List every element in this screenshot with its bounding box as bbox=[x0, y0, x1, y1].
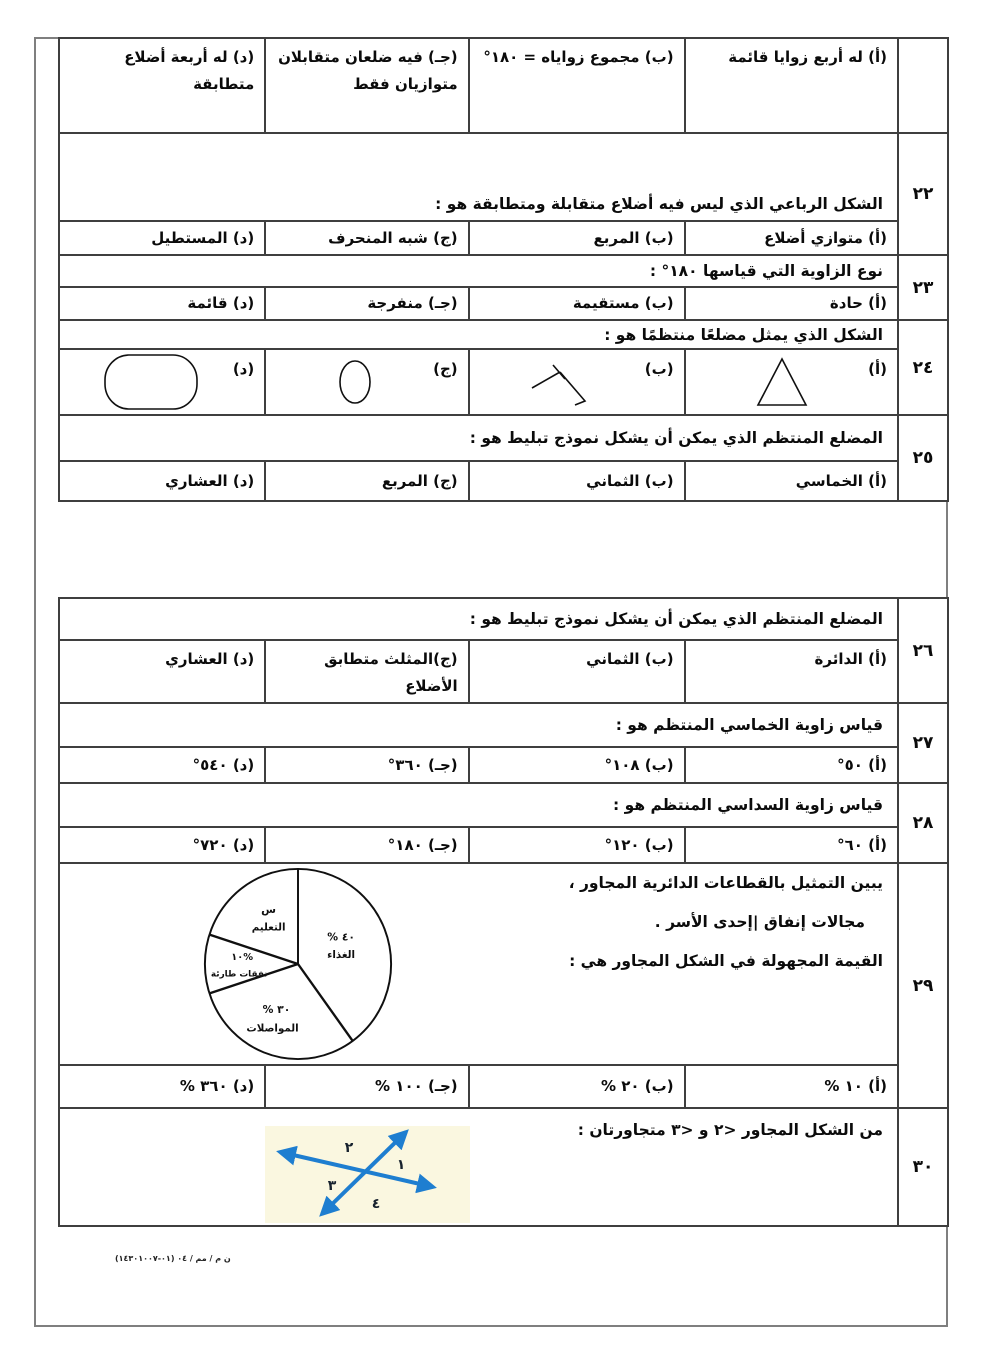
question-25-number bbox=[897, 416, 947, 500]
q21-option-c bbox=[264, 39, 467, 132]
question-24-number-text: ٢٤ bbox=[912, 357, 934, 378]
pie-food-value: ٤٠ % bbox=[327, 930, 355, 944]
question-25-number-text: ٢٥ bbox=[912, 448, 934, 468]
angle-4-label: ٤ bbox=[371, 1196, 381, 1212]
q27-option-c bbox=[264, 748, 467, 782]
q23-option-d bbox=[60, 288, 264, 319]
pie-education-value: س bbox=[261, 903, 277, 917]
question-22-number-text: ٢٢ bbox=[912, 184, 934, 204]
q29-option-d-text: (د) ٣٦٠ % bbox=[179, 1077, 255, 1095]
q24-option-d-label: (د) bbox=[232, 360, 255, 378]
q28-option-b-text: (ب) ١٢٠° bbox=[604, 835, 674, 854]
q25-option-d-text: (د) العشاري bbox=[165, 471, 255, 490]
question-23-block bbox=[60, 254, 947, 319]
q24-option-b-label: (ب) bbox=[644, 360, 674, 378]
q29-option-d bbox=[60, 1066, 264, 1107]
question-27-number-text: ٢٧ bbox=[912, 733, 934, 753]
q22-option-a-text: (أ) متوازي أضلاع bbox=[764, 228, 887, 247]
q29-option-c bbox=[264, 1066, 467, 1107]
question-28-number bbox=[897, 784, 947, 862]
q26-option-a-text: (أ) الدائرة bbox=[814, 650, 887, 668]
question-30-block bbox=[60, 1107, 947, 1225]
mcq-table-bottom bbox=[58, 597, 949, 1227]
q21-option-a bbox=[684, 39, 897, 132]
question-26-text: المضلع المنتظم الذي يمكن أن يشكل نموذج تبليط هو : bbox=[469, 610, 883, 628]
q25-option-d bbox=[60, 462, 264, 500]
q28-option-d-text: (د) ٧٢٠° bbox=[192, 835, 255, 854]
pie-transport-label: المواصلات bbox=[246, 1022, 299, 1035]
q27-option-a-text: (أ) ٥٠° bbox=[837, 755, 887, 774]
pie-transport-value: ٣٠ % bbox=[262, 1003, 291, 1016]
q25-option-b-text: (ب) الثماني bbox=[586, 471, 674, 490]
q21-option-d-text: (د) له أربعة أضلاع متطابقة bbox=[124, 48, 255, 93]
question-29-number-text: ٢٩ bbox=[912, 975, 934, 996]
q29-option-c-text: (جـ) ١٠٠ % bbox=[375, 1077, 458, 1095]
question-22-text: الشكل الرباعي الذي ليس فيه أضلاع متقابلة ومتطابقة هو : bbox=[435, 195, 883, 213]
q27-option-b bbox=[468, 748, 684, 782]
q27-option-b-text: (ب) ١٠٨° bbox=[604, 755, 674, 774]
q26-option-c bbox=[264, 641, 467, 702]
q24-option-d bbox=[60, 350, 264, 414]
q25-option-a-text: (أ) الخماسي bbox=[795, 471, 887, 490]
question-29-number bbox=[897, 864, 947, 1107]
q22-option-b-text: (ب) المربع bbox=[593, 228, 674, 247]
footer-code: ن م / مم / ٠٤ (٠١-١٤٣٠١٠٠٧) bbox=[115, 1254, 231, 1263]
question-24-number bbox=[897, 321, 947, 414]
q29-option-a bbox=[684, 1066, 897, 1107]
question-28-block bbox=[60, 782, 947, 862]
question-24-text: الشكل الذي يمثل مضلعًا منتظمًا هو : bbox=[604, 325, 883, 344]
q22-option-d-text: (د) المستطيل bbox=[151, 228, 255, 247]
q24-option-c bbox=[264, 350, 467, 414]
q21-option-a-text: (أ) له أربع زوايا قائمة bbox=[728, 48, 887, 66]
question-23-number-text: ٢٣ bbox=[912, 277, 934, 298]
q24-option-b-open-lines-shape bbox=[480, 352, 645, 412]
q29-text-line2: مجالات إنفاق |إحدى الأسر . bbox=[654, 913, 865, 931]
q24-option-a bbox=[684, 350, 897, 414]
q23-option-b bbox=[468, 288, 684, 319]
q26-option-d bbox=[60, 641, 264, 702]
q29-option-a-text: (أ) ١٠ % bbox=[824, 1077, 887, 1095]
q23-option-c-text: (جـ) منفرجة bbox=[367, 294, 458, 312]
angle-1-label: ١ bbox=[396, 1157, 406, 1173]
q24-option-a-label: (أ) bbox=[868, 360, 887, 378]
q22-option-b bbox=[468, 222, 684, 254]
q22-option-c bbox=[264, 222, 467, 254]
q28-option-c-text: (جـ) ١٨٠° bbox=[387, 835, 458, 854]
mcq-table-top bbox=[58, 37, 949, 502]
question-26-number bbox=[897, 599, 947, 702]
q26-option-b-text: (ب) الثماني bbox=[586, 650, 674, 668]
question-26-block bbox=[60, 599, 947, 702]
q23-option-a-text: (أ) حادة bbox=[829, 294, 887, 312]
question-23-text: نوع الزاوية التي قياسها ١٨٠° : bbox=[649, 262, 883, 280]
q22-option-d bbox=[60, 222, 264, 254]
q25-option-b bbox=[468, 462, 684, 500]
q26-option-d-text: (د) العشاري bbox=[165, 650, 255, 668]
q26-option-c-text: (ج)المثلث متطابق الأضلاع bbox=[324, 650, 458, 695]
q28-option-a-text: (أ) ٦٠° bbox=[837, 835, 887, 854]
question-28-text: قياس زاوية السداسي المنتظم هو : bbox=[613, 796, 883, 814]
q24-option-b bbox=[468, 350, 684, 414]
q23-option-b-text: (ب) مستقيمة bbox=[572, 294, 674, 312]
pie-food-label: الغذاء bbox=[327, 949, 356, 962]
question-29-content bbox=[60, 864, 897, 1064]
q21-option-d bbox=[60, 39, 264, 132]
q26-option-b bbox=[468, 641, 684, 702]
q21-option-b bbox=[468, 39, 684, 132]
q25-option-c bbox=[264, 462, 467, 500]
question-23-number bbox=[897, 256, 947, 319]
q23-option-a bbox=[684, 288, 897, 319]
q28-option-b bbox=[468, 828, 684, 862]
question-28-number-text: ٢٨ bbox=[912, 813, 934, 833]
q23-option-c bbox=[264, 288, 467, 319]
q28-option-a bbox=[684, 828, 897, 862]
q27-option-d bbox=[60, 748, 264, 782]
question-30-number bbox=[897, 1109, 947, 1225]
question-27-number bbox=[897, 704, 947, 782]
q21-option-c-text: (جـ) فيه ضلعان متقابلان متوازيان فقط bbox=[278, 48, 458, 93]
q28-option-d bbox=[60, 828, 264, 862]
question-21-number-cell bbox=[897, 39, 947, 132]
q24-option-d-rounded-rect-shape bbox=[70, 352, 233, 412]
pie-emergency-value: %١٠ bbox=[231, 952, 254, 964]
question-29-text bbox=[60, 864, 897, 970]
q29-text-line3: القيمة المجهولة في الشكل المجاور هي : bbox=[569, 952, 883, 970]
angle-3-label: ٣ bbox=[327, 1178, 337, 1194]
figure-background bbox=[265, 1126, 470, 1223]
question-27-text: قياس زاوية الخماسي المنتظم هو : bbox=[615, 716, 883, 734]
pie-education-label: التعليم bbox=[251, 921, 286, 934]
q25-option-a bbox=[684, 462, 897, 500]
question-22-number bbox=[897, 134, 947, 254]
question-24-block bbox=[60, 319, 947, 414]
question-30-number-text: ٣٠ bbox=[912, 1157, 934, 1177]
q27-option-d-text: (د) ٥٤٠° bbox=[192, 755, 255, 774]
question-27-block bbox=[60, 702, 947, 782]
q21-option-b-text: (ب) مجموع زواياه = ١٨٠° bbox=[483, 48, 674, 66]
question-29-block bbox=[60, 862, 947, 1107]
q29-text-line1: يبين التمثيل بالقطاعات الدائرية المجاور ، bbox=[568, 874, 883, 892]
intersecting-lines-figure bbox=[265, 1126, 470, 1227]
q27-option-a bbox=[684, 748, 897, 782]
pie-emergency-label: نفقات طارئة bbox=[210, 969, 268, 980]
q24-option-a-triangle-shape bbox=[696, 352, 869, 412]
q28-option-c bbox=[264, 828, 467, 862]
question-21-answers-block bbox=[60, 39, 947, 132]
q22-option-c-text: (ج) شبه المنحرف bbox=[328, 228, 458, 247]
question-25-block bbox=[60, 414, 947, 500]
q23-option-d-text: (د) قائمة bbox=[187, 294, 255, 312]
q29-option-b bbox=[468, 1066, 684, 1107]
q29-option-b-text: (ب) ٢٠ % bbox=[600, 1077, 674, 1095]
question-30-text: من الشكل المجاور <٢ و <٣ متجاورتان : bbox=[577, 1121, 883, 1139]
q26-option-a bbox=[684, 641, 897, 702]
q25-option-c-text: (ج) المربع bbox=[381, 471, 458, 490]
angle-2-label: ٢ bbox=[344, 1140, 354, 1156]
question-22-block bbox=[60, 132, 947, 254]
q27-option-c-text: (جـ) ٣٦٠° bbox=[387, 755, 458, 774]
q24-option-c-ellipse-shape bbox=[276, 352, 433, 412]
expenses-pie-chart bbox=[200, 866, 396, 1066]
question-26-number-text: ٢٦ bbox=[912, 640, 934, 661]
q24-option-c-ellipse-shape-label: (ج) bbox=[433, 360, 458, 378]
q22-option-a bbox=[684, 222, 897, 254]
question-25-text: المضلع المنتظم الذي يمكن أن يشكل نموذج تبليط هو : bbox=[469, 429, 883, 447]
